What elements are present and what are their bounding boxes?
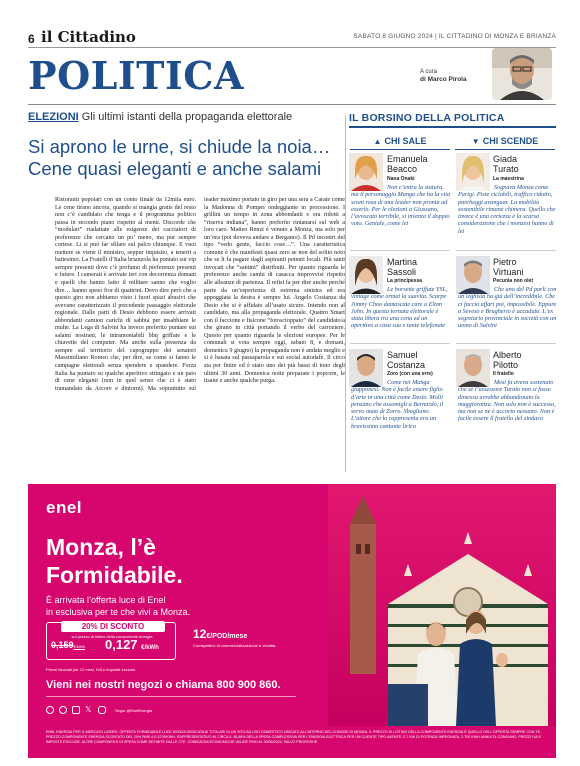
- social-links: [46, 706, 152, 714]
- kicker-text: Gli ultimi istanti della propaganda elettorale: [81, 111, 293, 123]
- instagram-icon[interactable]: [46, 706, 54, 714]
- discount-offer-box: [46, 622, 176, 660]
- borsino-title: IL BORSINO DELLA POLITICA: [349, 112, 556, 128]
- row-divider: [350, 343, 450, 344]
- ad-legal-text: ENEL ENERGIA PER IL MERCATO LIBERO. OFFERTA FORMIDABILE LUCE MONZA DEDICATA AI TITOLARI DI UN SITO AD USO DOMESTICO UBICATO ALL'INTERNO DEL COMUNE DI MONZA. IL PREZZO DI LISTINO DELLA COMPONENTE ENERGIA È QUELLO DELL'OFFERTA SEMPRE CON TE. PREZZO COMPONENTE ENERGIA SCONTATO DEL 20% PARI A 0,127€/KWH. RAPPRESENTATIVO IN CIRCA IL 46,68% DELLA SPESA COMPLESSIVA PER L'ENERGIA ELETTRICA PER UN CLIENTE TIPO AVENTE: 2,7 KW DI POTENZA IMPEGNATA, 2.700 KWH ANNUI DI CONSUMO. PREZZI IVA E IMPOSTE ESCLUSE. ALTRE COMPONENTI DI SPESA COME DEFINITE DALLE CTE. CONDIZIONI ECONOMICHE VALIDE FINO AL 30/06/2024, SALVO PROROGHE.: [46, 730, 541, 744]
- discount-note: sul prezzo di listino della componente energia: [71, 634, 153, 639]
- curator-prefix: A cura: [420, 69, 438, 75]
- old-price: 0,159€/kWh: [51, 640, 85, 650]
- role-costanza: Zoro (con una erre): [387, 371, 433, 377]
- discount-badge: 20% DI SCONTO: [61, 621, 165, 632]
- desc-pilotto: Mesi fa aveva sostenuto che se l’assessore Turato non si fosse dimessa avrebbe abbandonato la maggioranza. Non solo non è successo, ma non se ne è accorto nessuno. Non è facile essere il fratello del sindaco: [458, 379, 556, 423]
- ad-call-to-action[interactable]: Vieni nei nostri negozi o chiama 800 900 860.: [46, 679, 281, 691]
- linkedin-icon[interactable]: [72, 706, 80, 714]
- name-sassoli: Martina Sassoli: [387, 257, 418, 277]
- pod-price: 12€/POD/mese: [193, 627, 248, 641]
- curator-photo: [492, 48, 552, 100]
- ad-subheadline: È arrivata l’offerta luce di Enel in esclusiva per te che vivi a Monza.: [46, 595, 191, 617]
- article-body: Ristoranti popolari con un conto finale da 12mila euro. Le cene tirano ancora, quando si mangia gratis del resto non c’è candidato che tenga e il programma politico passa in secondo piano rispetto al menù. Discorde che “modulari” riadattate alle esigenze dei cacciatori di preferenze che cercano un po’ meno, ma pur sempre cortese. Li si può far sfilare sul palco chiunque. E vuoi mettere se viene il ministro, seppur inquisito, a tenerti a battesimo. La Fratelli d’Italia brianzola ha puntato sui vip sempre presenti dove c’è profumo di preferenze presenti e future. I camerati è arrivate ieri con decorrenza domani e quelli che hanno fatto il militare sanno che voglio dire… hanno speso fior di quattrini. Devo dire però che a questo giro non abbiamo visto i fuori spazi abusivi che avevano caratterizzato il precedente passaggio elettorale regionale. Dalle parti di Desio debbono essere arrivati abbondanti camion carichi di sabbia per insabbiare le multe. La Lega di Salvini ha invece preferito puntare sui salami nostrani, le intramontabili bbq griffate e le chiavette del computer. Ma anche sulla presenza da sempre sul territorio del capogruppo dei senatori Massimiliano Romeo che, per dire, se come si fanno le campagne elettorali senza spendere e spandere. Forza Italia ha puntato su qualche aperitivo stringato e un paio di cene eleganti (non in quel senso che ci è stato tramandato da Arcore e dintorni). Ma soprattutto sul leader maximo portato in giro per una sera a Carate come la Madonna di Pompei ondeggiante in processione. I grillini un tempo in zona abbondanti e ora ridotti a “riserva indiana”, hanno preferito rintanarsi sul web a loro caro. Matteo Renzi è venuto a Monza, ma solo per un’ora (poi doveva andare a Bergamo). Il Pd incontri del tipo “vedo gente, faccio cose…”. Una caratteristica comune è che manifesti quasi zero se non del solito noto che se li fa pagare dagli aspiranti potenti locali. Più santi invocati che “santini” distribuiti. Per quanto riguarda le preferenze anche cambi di casacca improvvisi rispetto alle alleanze di partenza. Il refisi fa per dire anche perché parte da un’esperienza di estrema sinistra ed era appoggiata la destra è sempre lui. Angelo Costanza da Desio che si è affidato all’usato sicuro. Intendo non al candidato, ma alla propaganda elettorale. Quattro Smart con il faccione e fisicone “fotoscioppato” del candidato/a che girano in città portando il verbo del carroziere. Questo per quanto riguarda le elezioni europee. Per le comunali si vota sempre oggi, sabato 8, e domani, domenica 9 giugno) la propaganda non è andata meglio e si è basata sul passaparola e sui social autodafè. Il circo sta per finire ed è stato uno dei più bassi di tono degli ultimi 30 anni. Domenica notte preparate i popcorn, le tisane e anche qualche purga.: [55, 197, 345, 392]
- chi-scende-rule: [455, 149, 555, 150]
- name-pilotto: Alberto Pilotto: [493, 350, 522, 370]
- ad-headline: Monza, l’è Formidabile.: [46, 534, 183, 588]
- header-divider: [28, 104, 556, 105]
- dateline: SABATO 8 GIUGNO 2024 | IL CITTADINO DI MONZA E BRIANZA: [353, 33, 556, 40]
- enel-logo: enel: [46, 498, 83, 517]
- name-turato: Giada Turato: [493, 154, 519, 174]
- youtube-icon[interactable]: [98, 706, 106, 714]
- column-divider: [345, 115, 346, 472]
- role-sassoli: La principessa: [387, 278, 423, 284]
- price-fineprint: Prezzi bloccati per 12 mesi, IVA e imposte escluse.: [46, 667, 137, 672]
- chi-sale-rule: [350, 149, 450, 150]
- role-beacco: Nana Onaki: [387, 176, 415, 182]
- chi-sale-header: ▲ CHI SALE: [373, 136, 427, 146]
- facebook-icon[interactable]: [59, 706, 67, 714]
- page-number: 6: [28, 32, 35, 46]
- kicker-label: ELEZIONI: [28, 111, 79, 123]
- article-kicker: [28, 111, 292, 123]
- ad-photo-duomo-monza: [328, 484, 556, 726]
- arrow-up-icon: ▲: [373, 137, 382, 146]
- role-pilotto: Il fratello: [493, 371, 514, 377]
- new-price: 0,127 €/kWh: [105, 637, 159, 652]
- desc-sassoli: Le borsette griffate YSL, vintage come ormai la suavita. Scarpe Jimmy Choo damascate care a Elton John. In questa tornata elettorale è stata libera tra una cena ed un aperitivo a casa sua e tante telefonate: [351, 286, 448, 330]
- desc-turato: Sognava Monza come Parigi. Piste ciclabili, traffico ridotto, parcheggi avanguar. La mobilità sostenibile rimane chimera. Quello che invece è una certezza è la scarsa considerazione che i monzesi hanno di lei: [458, 184, 556, 235]
- name-beacco: Emanuela Beacco: [387, 154, 428, 174]
- desc-costanza: Come nei Manga giapponesi. Non è facile essere figlio d’arte in una città come Desio. Molti pensano che assomigli a Bernardo, il servo muto di Zorro. Sbagliano. L’attore che lo rappresenta era un bravissimo cantante lirico: [351, 379, 444, 430]
- cta-divider: [46, 696, 296, 697]
- x-icon[interactable]: 𝕏: [85, 705, 92, 714]
- social-handle[interactable]: Segui @EnelEnergia: [115, 707, 153, 713]
- desc-beacco: Non c’entra la statura, ma il personaggio Manga che ha la vita scont rosa di una leader non pronta ad esserlo. Per le elezioni a Giussano, l’avvocato terribile, si inventa il doppio voto. Geniale, come lei: [351, 184, 451, 228]
- arrow-down-icon: ▼: [471, 137, 480, 146]
- top-bar: [28, 30, 556, 48]
- row-divider: [456, 343, 556, 344]
- name-costanza: Samuel Costanza: [387, 350, 426, 370]
- row-divider: [350, 250, 450, 251]
- role-turato: La maestrina: [493, 176, 524, 182]
- section-title: POLITICA: [28, 53, 244, 98]
- row-divider: [456, 250, 556, 251]
- curator-credit: [420, 68, 467, 84]
- article-headline: Si aprono le urne, si chiude la noia… Cene quasi eleganti e anche salami: [28, 136, 331, 179]
- curator-name: di Marco Pirola: [420, 76, 467, 83]
- role-virtuani: Pecunia non olet: [493, 278, 534, 284]
- pod-note: Corrispettivo di commercializzazione e vendita.: [193, 643, 277, 648]
- desc-virtuani: Che uno del Pd parli con un leghista ha già dell’incredibile. Che ci faccia affari poi, impossibile. Eppure a Seveso e Brugherio è accaduto. L’ex segretario provinciale in società con un uomo di Salvini: [458, 286, 557, 330]
- enel-advertisement[interactable]: [28, 484, 556, 758]
- masthead: il Cittadino: [41, 28, 136, 46]
- name-virtuani: Pietro Virtuani: [493, 257, 524, 277]
- chi-scende-header: ▼ CHI SCENDE: [471, 136, 539, 146]
